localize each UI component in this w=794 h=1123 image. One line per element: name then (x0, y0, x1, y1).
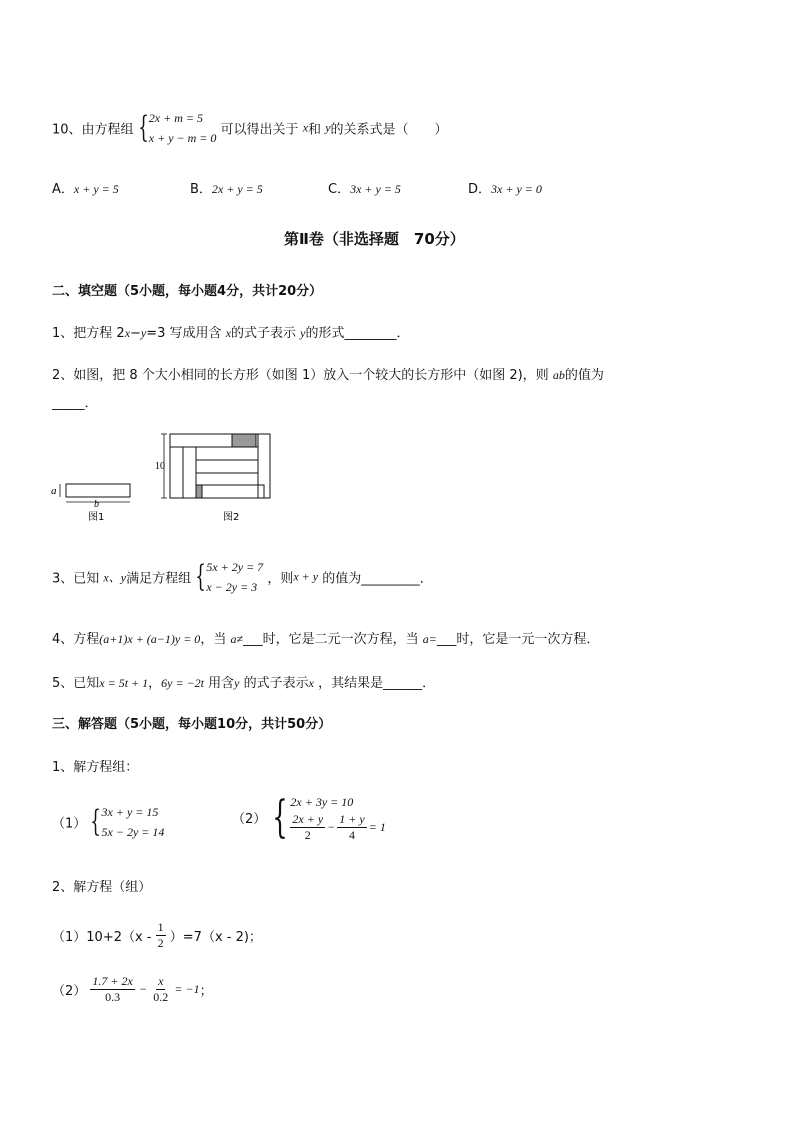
brace-symbol: { (137, 110, 149, 145)
fraction: $\frac{2x + y}{2}$ (292, 812, 324, 842)
s3-q2-title: 2、解方程（组） (52, 880, 152, 895)
q10-option-b: B．2x + y = 5 (190, 182, 263, 197)
s3-q2-part1: （1）10+2（x - $\frac{1}{2}$ ）=7（x - 2)； (52, 920, 262, 950)
figure-2 (155, 428, 280, 526)
brace-symbol: { (195, 559, 207, 594)
s2-q2-line1: 2、如图，把 8 个大小相同的长方形（如图 1）放入一个较大的长方形中（如图 2)，则 ab的值为 (52, 368, 604, 383)
s2-q3: 3、已知 x、y满足方程组 { 5x + 2y = 7 x − 2y = 3 ，则x + y 的值为_________． (52, 557, 433, 597)
fig2-label-10: 10 (155, 461, 165, 472)
fraction: $\frac{1 + y}{4}$ (339, 812, 365, 842)
s2-q4: 4、方程(a+1)x + (a−1)y = 0，当 a≠___时，它是二元一次方程，当 a=___时，它是一元一次方程． (52, 632, 600, 647)
brace-symbol: { (90, 804, 102, 839)
q10-option-d: D．3x + y = 0 (468, 182, 542, 197)
q10-system: { 2x + m = 5 x + y − m = 0 (137, 110, 217, 145)
s2-q3-system: { 5x + 2y = 7 x − 2y = 3 (195, 559, 264, 594)
fig2-caption: 图2 (223, 512, 240, 523)
q10-option-a: A．x + y = 5 (52, 182, 119, 197)
s2-q5: 5、已知x = 5t + 1，6y = −2t 用含y 的式子表示x ，其结果是______． (52, 676, 436, 691)
s3-q1-p2-system: { 2x + 3y = 10 $\frac{2x + y}{2}$ − $\frac{1 + y}{4}$ = 1 (272, 791, 386, 843)
fig1-label-b: b (94, 499, 99, 510)
s3-q1-p2-eq2: $\frac{2x + y}{2}$ − $\frac{1 + y}{4}$ = 1 (292, 812, 386, 842)
s3-q1-title: 1、解方程组： (52, 760, 139, 775)
section3-heading: 三、解答题（5小题，每小题10分，共计50分） (52, 717, 332, 732)
section2-heading: 二、填空题（5小题，每小题4分，共计20分） (52, 284, 323, 299)
s2-q1: 1、把方程 2x−y=3 写成用含 x的式子表示 y的形式________． (52, 326, 410, 341)
fraction: $\frac{1}{2}$ (157, 920, 164, 950)
q10-stem: 10、由方程组 { 2x + m = 5 x + y − m = 0 可以得出关于 x和 y的关系式是（ ） (52, 108, 448, 148)
fraction: $\frac{1.7 + 2x}{0.3}$ (92, 974, 133, 1004)
s3-q1-p1-system: { 3x + y = 15 5x − 2y = 14 (90, 804, 165, 839)
fig1-caption: 图1 (88, 512, 105, 523)
q10-option-c: C．3x + y = 5 (328, 182, 401, 197)
bottom-gap (196, 485, 202, 498)
s3-q1-part2: （2） { 2x + 3y = 10 $\frac{2x + y}{2}$ − $\frac{1 + y}{4}$ = 1 (232, 791, 386, 843)
small-rectangle (66, 484, 130, 497)
brace-symbol: { (272, 791, 289, 843)
figure-1 (48, 478, 138, 524)
fraction: $\frac{x}{0.2}$ (153, 974, 169, 1004)
part2-title: 第Ⅱ卷（非选择题 70分） (284, 230, 465, 248)
s2-q2-line2: _____． (52, 396, 98, 411)
s3-q2-part2: （2） $\frac{1.7 + 2x}{0.3}$ − $\frac{x}{0.2}$ = −1； (52, 974, 213, 1004)
s3-q1-part1: （1） { 3x + y = 15 5x − 2y = 14 (52, 802, 164, 842)
fig1-label-a: a (51, 485, 57, 497)
gap-top (232, 434, 256, 447)
